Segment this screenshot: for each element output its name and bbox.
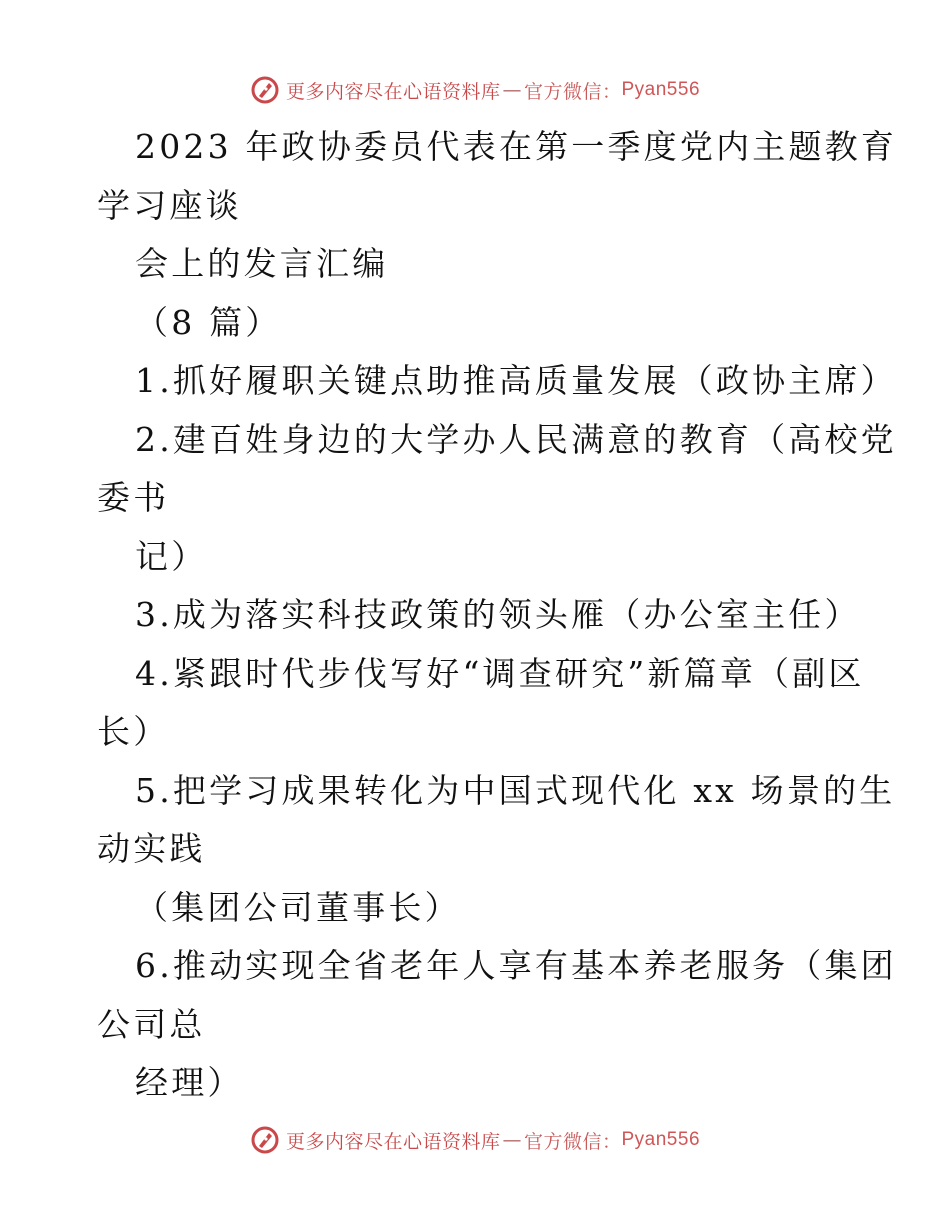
pen-nib-logo-icon <box>250 75 280 105</box>
toc-item-5-cont: （集团公司董事长） <box>135 887 461 927</box>
toc-item-5: 5.把学习成果转化为中国式现代化 xx 场景的生 <box>135 770 896 810</box>
footer-watermark <box>0 1120 950 1160</box>
watermark-main-text: 更多内容尽在心语资料库 <box>285 1130 501 1153</box>
watermark-separator: — <box>502 1129 522 1151</box>
toc-item-6-cont: 公司总 <box>97 1004 206 1044</box>
header-watermark <box>0 70 950 110</box>
toc-item-4-cont: 长） <box>97 712 170 751</box>
toc-item-6: 6.推动实现全省老年人享有基本养老服务（集团 <box>135 946 897 985</box>
document-body <box>97 118 898 1113</box>
toc-item-5-cont: 动实践 <box>97 829 206 868</box>
toc-item-4: 4.紧跟时代步伐写好“调查研究”新篇章（副区 <box>135 653 865 693</box>
title-line-1: 2023 年政协委员代表在第一季度党内主题教育 <box>135 127 898 166</box>
toc-item-1: 1.抓好履职关键点助推高质量发展（政协主席） <box>135 361 897 400</box>
toc-item-2-cont: 记） <box>135 536 208 576</box>
watermark-separator: — <box>502 79 522 101</box>
title-line-2: 学习座谈 <box>97 185 242 225</box>
watermark-label: 官方微信： <box>523 80 622 103</box>
title-line-3: 会上的发言汇编 <box>135 244 389 283</box>
toc-item-6-cont: 经理） <box>135 1063 244 1102</box>
pen-nib-logo-icon <box>250 1125 280 1155</box>
toc-item-3: 3.成为落实科技政策的领头雁（办公室主任） <box>135 595 861 634</box>
toc-item-2: 2.建百姓身边的大学办人民满意的教育（高校党 <box>135 419 897 459</box>
watermark-account-id: Pyan556 <box>621 1129 701 1150</box>
watermark-account-id: Pyan556 <box>621 79 701 100</box>
toc-item-2-cont: 委书 <box>97 478 170 517</box>
article-count: （8 篇） <box>135 302 282 342</box>
watermark-main-text: 更多内容尽在心语资料库 <box>285 80 501 103</box>
watermark-label: 官方微信： <box>523 1130 622 1153</box>
